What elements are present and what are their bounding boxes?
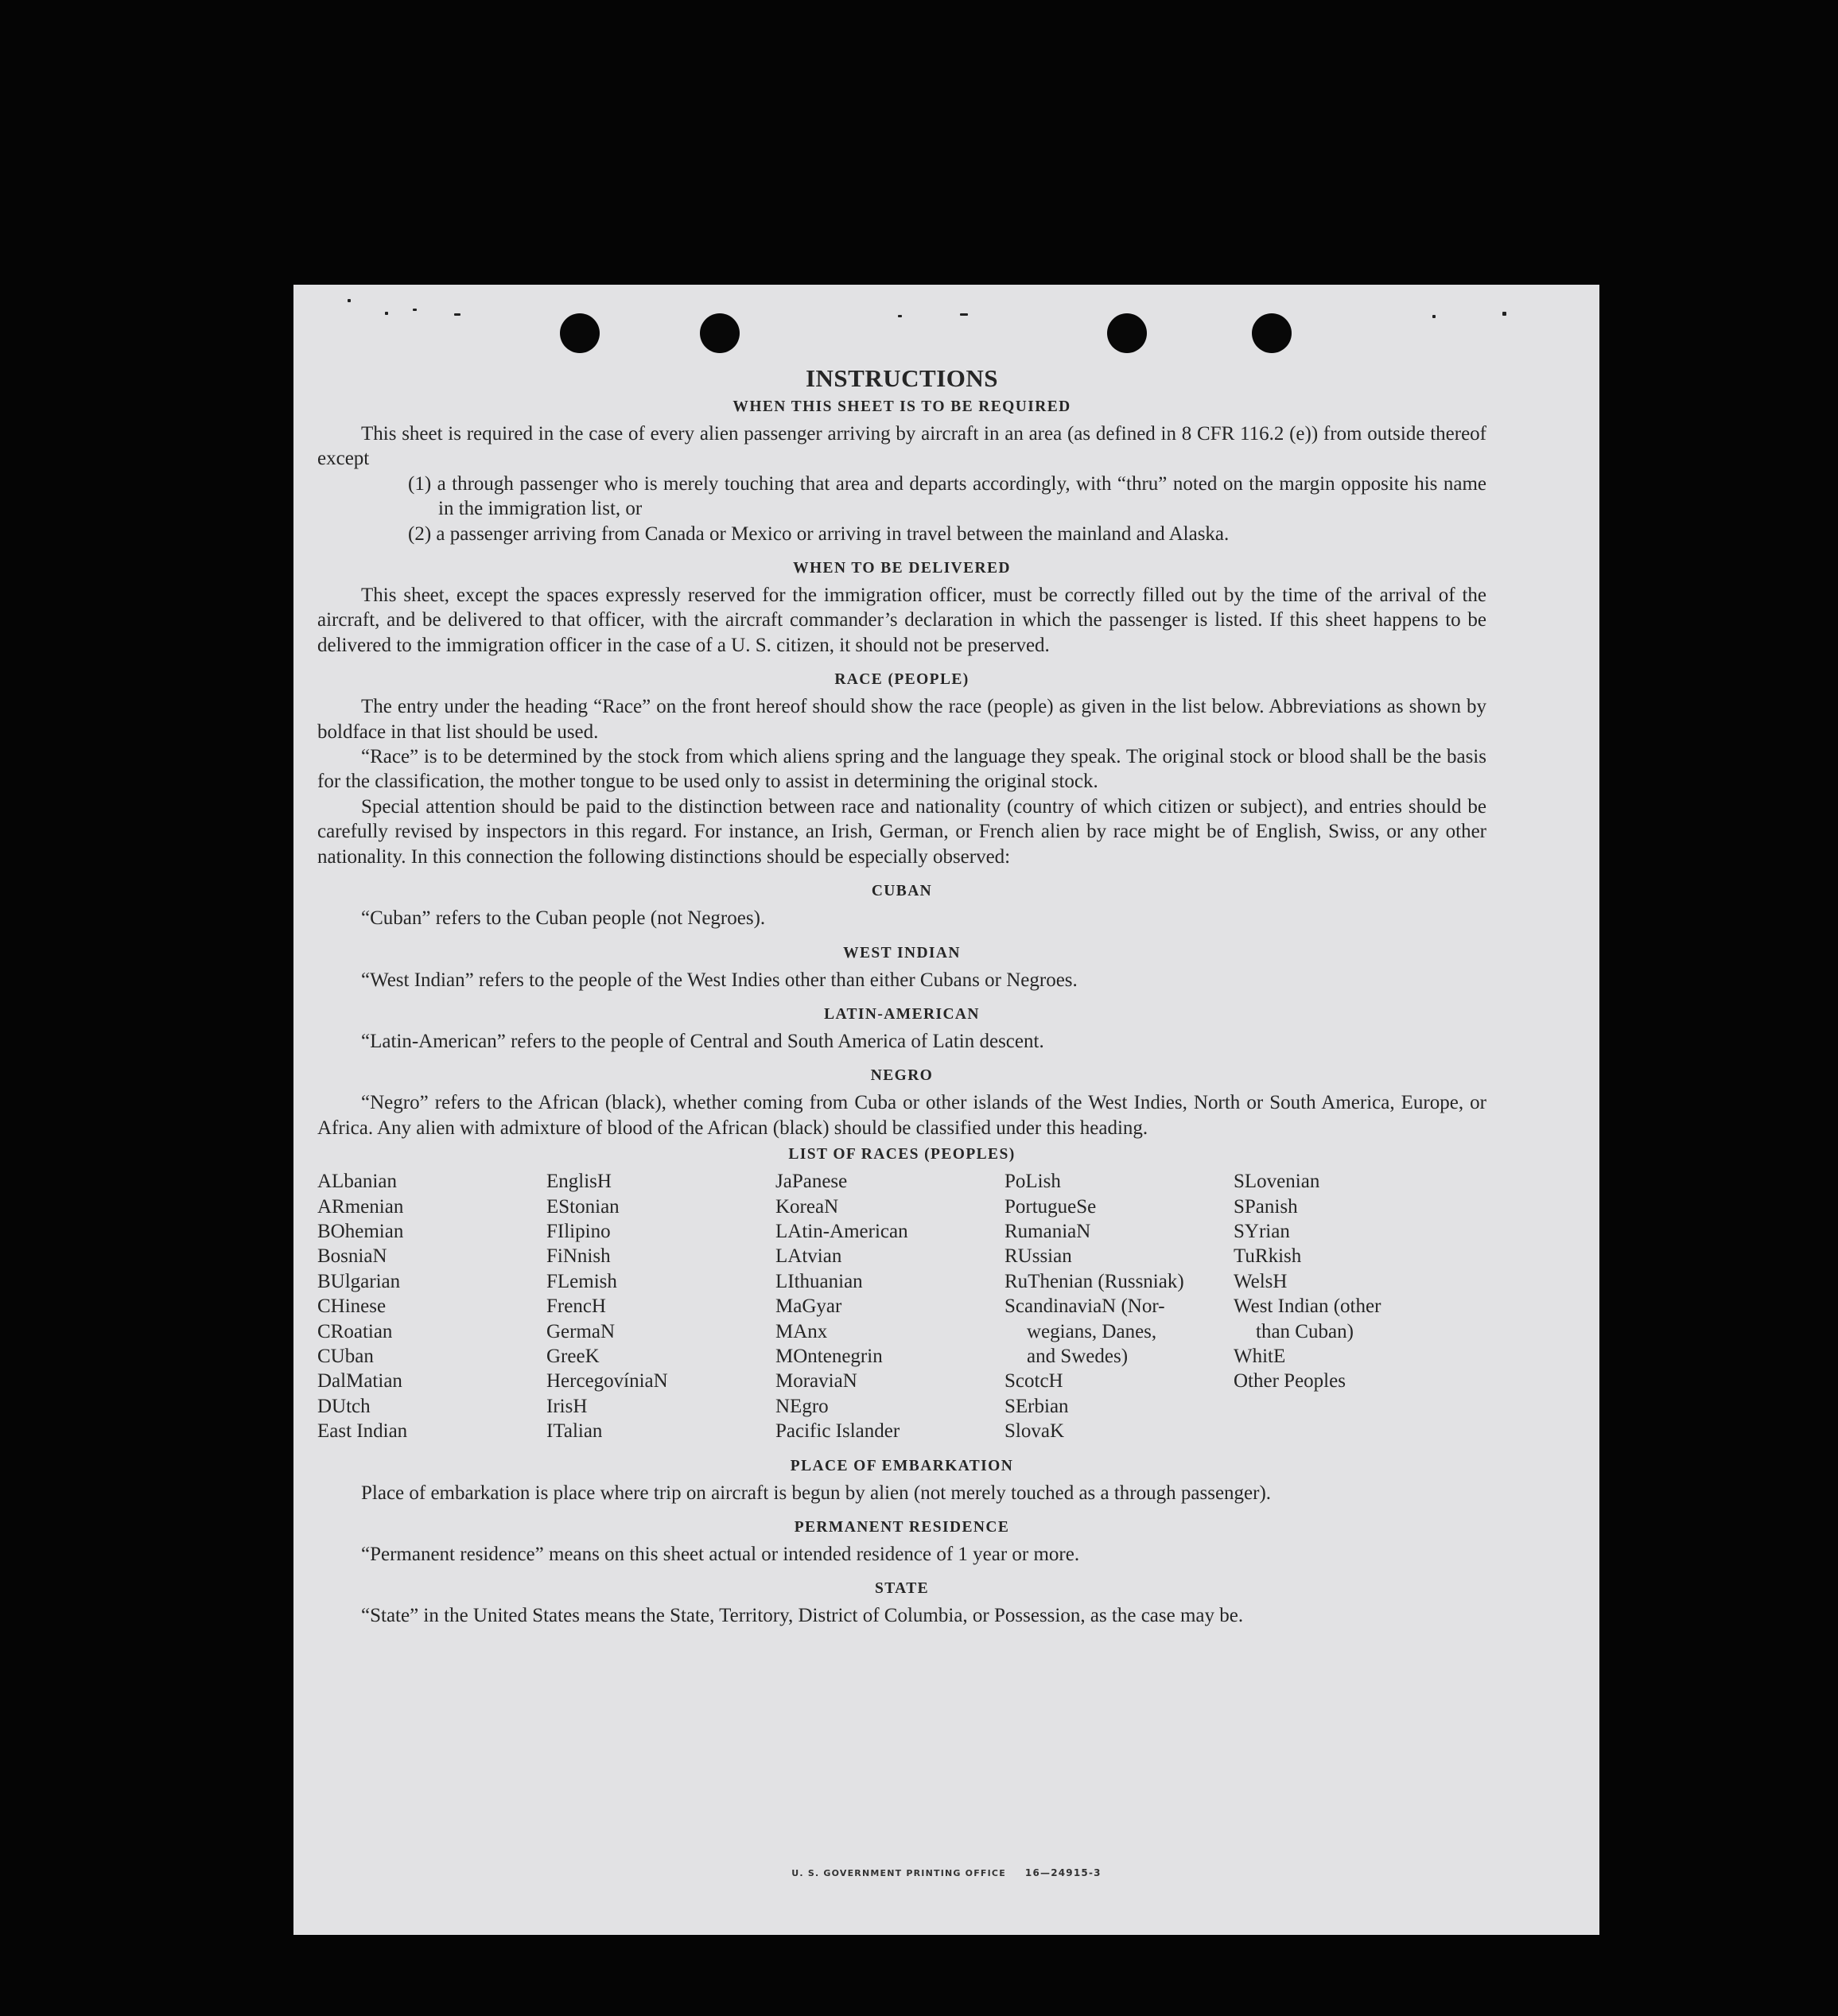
section-heading-residence: PERMANENT RESIDENCE: [794, 1519, 1010, 1536]
race-entry: LAtin-American: [775, 1220, 908, 1242]
form-code: 16—24915-3: [1024, 1867, 1102, 1878]
race-entry: Pacific Islander: [775, 1420, 900, 1443]
speck: [385, 312, 388, 315]
race-entry: FLemish: [546, 1270, 617, 1292]
race-entry: KoreaN: [775, 1195, 839, 1218]
race-entry: RUssian: [1004, 1245, 1072, 1268]
race-entry: EStonian: [546, 1195, 620, 1218]
race-entry: WhitE: [1234, 1345, 1286, 1367]
race-entry: CUban: [317, 1345, 374, 1367]
race-entry: Other Peoples: [1234, 1370, 1346, 1393]
race-entry: MAnx: [775, 1320, 828, 1342]
race-entry: BosniaN: [317, 1245, 387, 1268]
paragraph-embarkation: Place of embarkation is place where trip on aircraft is begun by alien (not merely touched as a through passenger).: [361, 1482, 1272, 1504]
speck: [1432, 315, 1436, 318]
speck: [960, 313, 968, 316]
document-sheet: [293, 285, 1599, 1935]
race-column: [1234, 1169, 1463, 1443]
speck: [348, 299, 351, 302]
race-entry: MaGyar: [775, 1295, 842, 1318]
race-entry: NEgro: [775, 1395, 829, 1417]
paragraph-race: The entry under the heading “Race” on the front hereof should show the race (people) as given in the list below. Abbreviations as shown by boldface in that list should be used.: [317, 696, 1486, 743]
race-entry: RumaniaN: [1004, 1220, 1091, 1242]
paragraph-race: “Race” is to be determined by the stock from which aliens spring and the language they speak. The original stock or blood shall be the basis for the classification, the mother tongue to be used only to assist in determining the original stock.: [317, 746, 1486, 793]
race-entry: MoraviaN: [775, 1370, 857, 1393]
race-entry: IrisH: [546, 1395, 588, 1417]
race-entry: GermaN: [546, 1320, 616, 1342]
race-entry: SlovaK: [1004, 1420, 1064, 1443]
race-entry: East Indian: [317, 1420, 408, 1443]
race-entry: BOhemian: [317, 1220, 404, 1242]
race-entry: SPanish: [1234, 1195, 1298, 1218]
page-title: INSTRUCTIONS: [805, 364, 998, 392]
section-heading-negro: NEGRO: [870, 1067, 934, 1085]
punch-hole: [1252, 313, 1292, 353]
race-entry: RuThenian (Russniak): [1004, 1270, 1184, 1292]
race-entry: SYrian: [1234, 1220, 1290, 1242]
section-heading-west-indian: WEST INDIAN: [843, 944, 961, 961]
race-entry: FIlipino: [546, 1220, 611, 1242]
race-entry: PoLish: [1004, 1171, 1061, 1193]
race-column: [1004, 1169, 1234, 1443]
paragraph-race: Special attention should be paid to the distinction between race and nationality (country of which citizen or subject), and entries should be carefully revised by inspectors in this regard. For instance, an Irish, German, or French alien by race might be of English, Swiss, or any other nationality. In this connection the following distinctions should be especially observed:: [317, 795, 1486, 868]
race-entry: LIthuanian: [775, 1270, 863, 1292]
race-entry: BUlgarian: [317, 1270, 401, 1292]
list-item: (2) a passenger arriving from Canada or Mexico or arriving in travel between the mainland and Alaska.: [408, 522, 1230, 545]
race-entry: DalMatian: [317, 1370, 402, 1393]
race-entry-continued: wegians, Danes,: [1027, 1320, 1157, 1342]
printer-footer: [293, 1867, 1599, 1878]
race-entry: LAtvian: [775, 1245, 842, 1268]
speck: [898, 315, 902, 317]
speck: [454, 313, 460, 316]
race-entry: ALbanian: [317, 1171, 397, 1193]
race-entry: WelsH: [1234, 1270, 1288, 1292]
section-heading-state: STATE: [874, 1580, 930, 1598]
race-entry: FrencH: [546, 1295, 606, 1318]
section-heading-when-required: WHEN THIS SHEET IS TO BE REQUIRED: [732, 398, 1071, 415]
race-entry-continued: than Cuban): [1256, 1320, 1354, 1342]
punch-hole: [560, 313, 600, 353]
punch-hole: [700, 313, 740, 353]
race-entry: ARmenian: [317, 1195, 404, 1218]
race-entry: CRoatian: [317, 1320, 393, 1342]
speck: [413, 309, 417, 311]
race-entry: HercegovíniaN: [546, 1370, 668, 1393]
race-entry: FiNnish: [546, 1245, 611, 1268]
race-entry: ScandinaviaN (Nor-: [1004, 1295, 1165, 1318]
race-entry: CHinese: [317, 1295, 387, 1318]
race-column: [546, 1169, 775, 1443]
section-heading-list-of-races: LIST OF RACES (PEOPLES): [788, 1146, 1016, 1163]
race-entry: DUtch: [317, 1395, 371, 1417]
race-entry: MOntenegrin: [775, 1345, 883, 1367]
punch-hole: [1107, 313, 1147, 353]
race-entry: JaPanese: [775, 1171, 848, 1193]
paragraph-cuban: “Cuban” refers to the Cuban people (not Negroes).: [361, 907, 766, 930]
speck: [1502, 312, 1506, 316]
section-heading-when-delivered: WHEN TO BE DELIVERED: [793, 560, 1011, 577]
race-entry: West Indian (other: [1234, 1295, 1381, 1318]
printer-name: U. S. GOVERNMENT PRINTING OFFICE: [791, 1868, 1006, 1878]
race-entry: GreeK: [546, 1345, 600, 1367]
section-heading-latin-american: LATIN-AMERICAN: [824, 1005, 980, 1023]
list-item: (1) a through passenger who is merely touching that area and departs accordingly, with “thru” noted on the margin opposite his name in the immigration list, or: [408, 472, 1486, 520]
instructions-content: [317, 363, 1486, 1629]
paragraph-state: “State” in the United States means the State, Territory, District of Columbia, or Possession, as the case may be.: [361, 1605, 1244, 1627]
section-heading-embarkation: PLACE OF EMBARKATION: [790, 1457, 1014, 1474]
race-entry: ScotcH: [1004, 1370, 1063, 1393]
paragraph-west-indian: “West Indian” refers to the people of the West Indies other than either Cubans or Negroes.: [361, 969, 1078, 991]
race-column: [775, 1169, 1004, 1443]
race-entry: SLovenian: [1234, 1171, 1320, 1193]
paragraph-when-required: This sheet is required in the case of every alien passenger arriving by aircraft in an area (as defined in 8 CFR 116.2 (e)) from outside thereof except: [317, 423, 1486, 470]
paragraph-residence: “Permanent residence” means on this sheet actual or intended residence of 1 year or more.: [361, 1544, 1080, 1565]
section-heading-race: RACE (PEOPLE): [834, 671, 970, 689]
section-heading-cuban: CUBAN: [871, 883, 933, 900]
race-list: [317, 1169, 1486, 1443]
race-entry: ITalian: [546, 1420, 603, 1443]
paragraph-negro: “Negro” refers to the African (black), whether coming from Cuba or other islands of the West Indies, North or South America, Europe, or Africa. Any alien with admixture of blood of the African (black) should be classified under this heading.: [317, 1092, 1486, 1139]
race-entry: SErbian: [1004, 1395, 1069, 1417]
race-column: [317, 1169, 546, 1443]
race-entry: PortugueSe: [1004, 1195, 1097, 1218]
race-entry-continued: and Swedes): [1027, 1345, 1129, 1367]
race-entry: EnglisH: [546, 1171, 612, 1193]
race-entry: TuRkish: [1234, 1245, 1302, 1268]
paragraph-latin-american: “Latin-American” refers to the people of Central and South America of Latin descent.: [361, 1030, 1044, 1052]
paragraph-when-delivered: This sheet, except the spaces expressly reserved for the immigration officer, must be correctly filled out by the time of the arrival of the aircraft, and be delivered to that officer, with the aircraft commander’s declaration in which the passenger is listed. If this sheet happens to be delivered to the immigration officer in the case of a U. S. citizen, it should not be preserved.: [317, 585, 1486, 656]
